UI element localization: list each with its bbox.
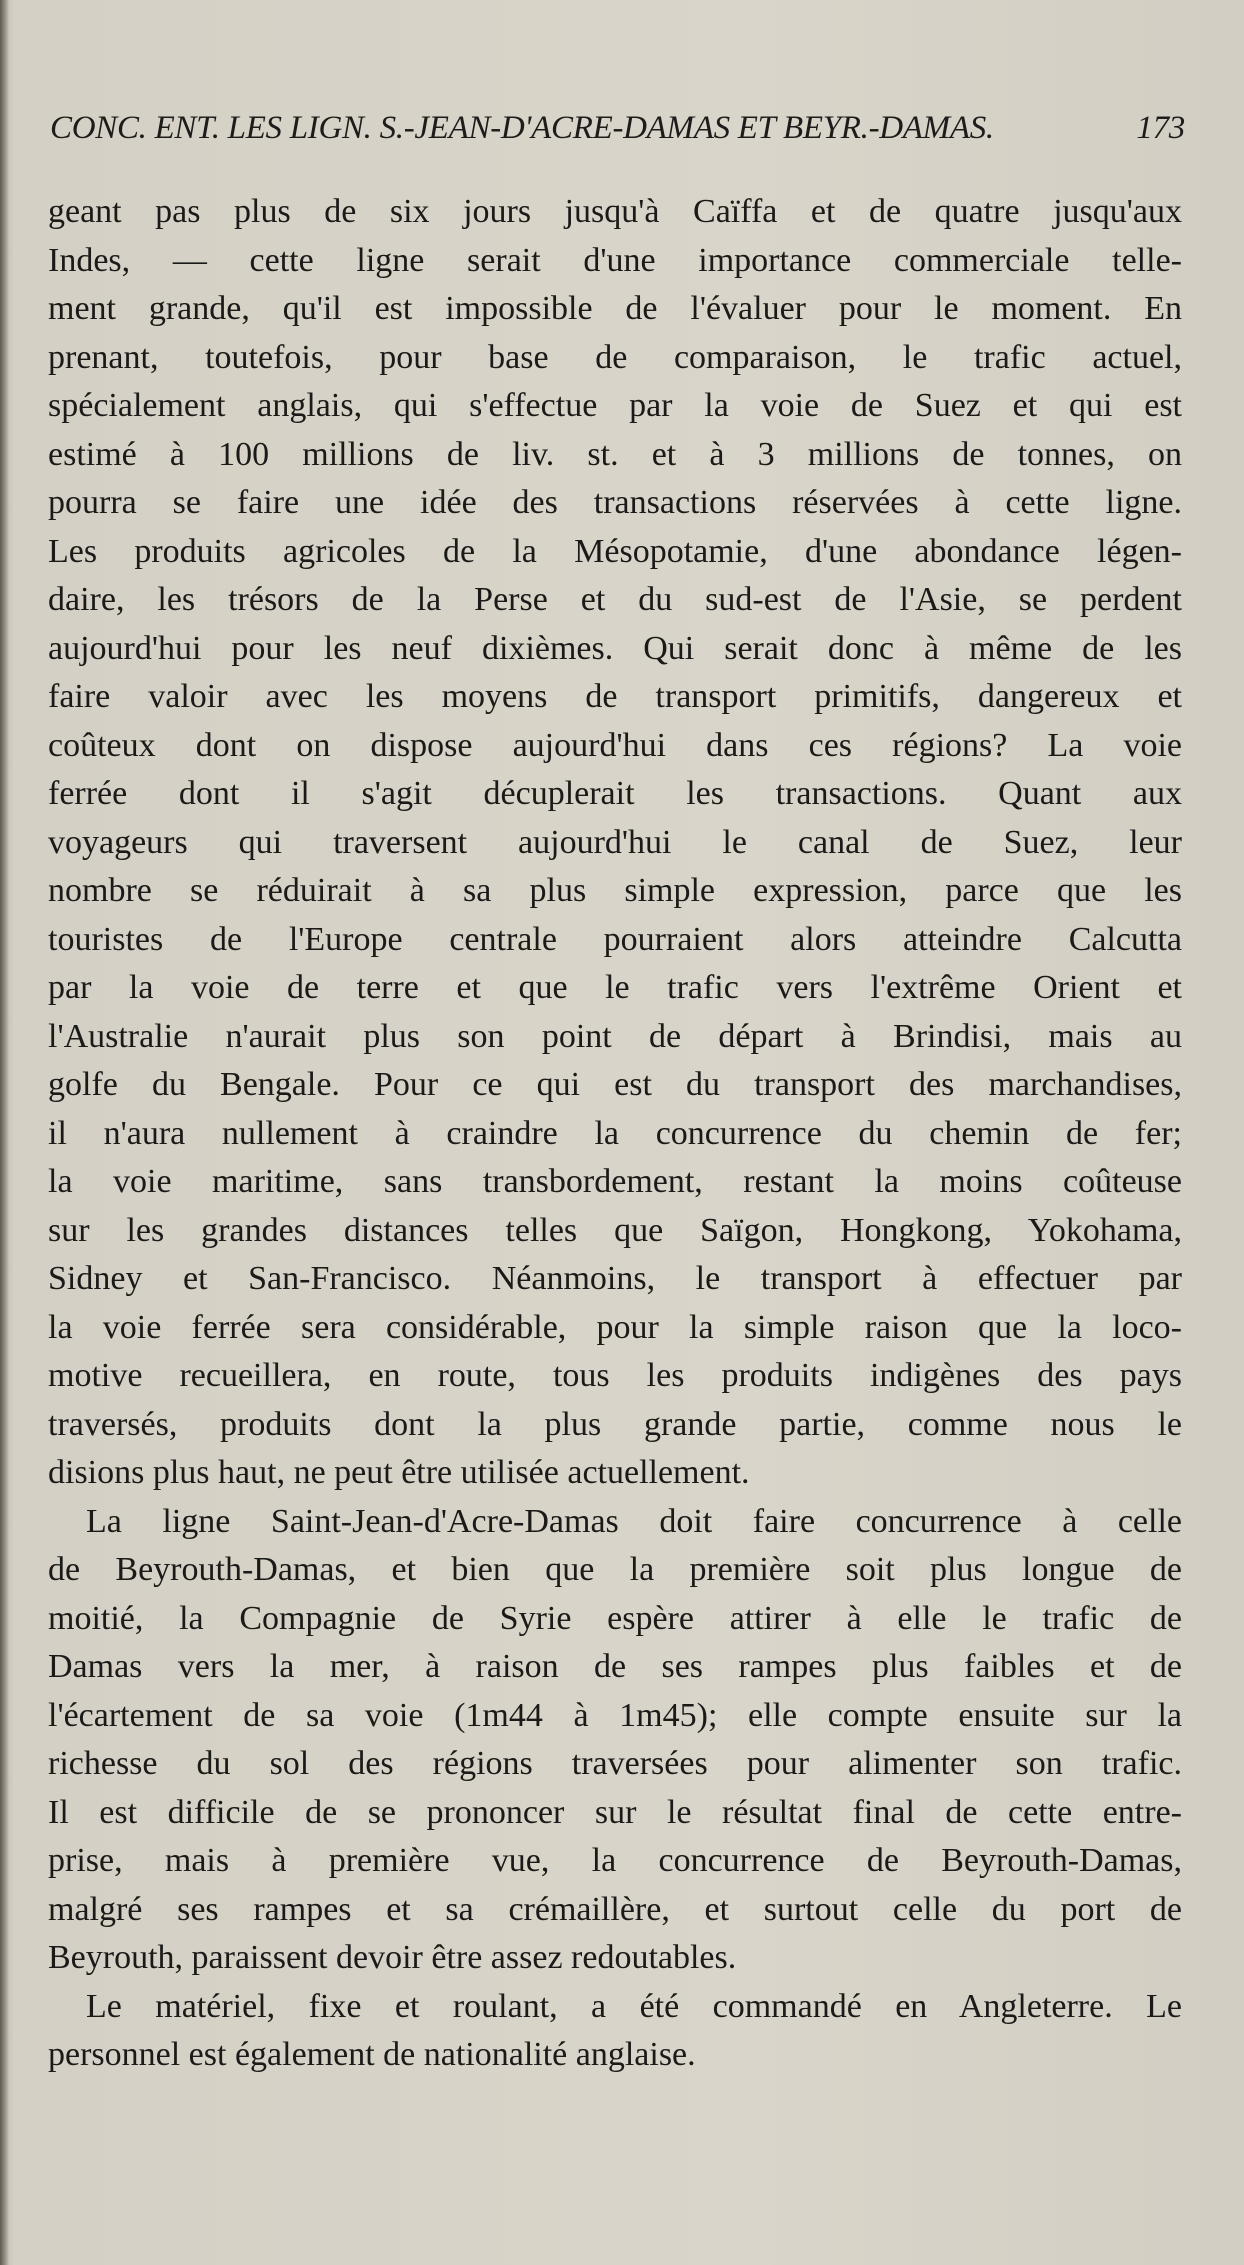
paragraph — [48, 188, 1182, 1498]
text-line: Sidney et San-Francisco. Néanmoins, le transport à effectuer par — [48, 1260, 1182, 1297]
text-line: Beyrouth, paraissent devoir être assez redoutables. — [48, 1939, 737, 1976]
text-line: ferrée dont il s'agit décuplerait les transactions. Quant aux — [48, 775, 1182, 812]
text-line: richesse du sol des régions traversées pour alimenter son trafic. — [48, 1745, 1182, 1782]
text-line: personnel est également de nationalité anglaise. — [48, 2036, 696, 2073]
text-line: Indes, — cette ligne serait d'une importance commerciale telle- — [48, 241, 1182, 279]
text-line: l'écartement de sa voie (1m44 à 1m45); elle compte ensuite sur la — [48, 1696, 1182, 1734]
page-number: 173 — [1136, 110, 1185, 146]
running-header-title: CONC. ENT. LES LIGN. S.-JEAN-D'ACRE-DAMAS ET BEYR.-DAMAS. — [50, 110, 994, 146]
text-line: de Beyrouth-Damas, et bien que la première soit plus longue de — [48, 1551, 1182, 1588]
text-line: Le matériel, fixe et roulant, a été commandé en Angleterre. Le — [86, 1987, 1182, 2025]
text-line: motive recueillera, en route, tous les produits indigènes des pays — [48, 1357, 1182, 1394]
text-line: prenant, toutefois, pour base de comparaison, le trafic actuel, — [48, 338, 1182, 376]
text-line: par la voie de terre et que le trafic vers l'extrême Orient et — [48, 969, 1182, 1006]
text-line: l'Australie n'aurait plus son point de départ à Brindisi, mais au — [48, 1017, 1182, 1055]
text-line: moitié, la Compagnie de Syrie espère attirer à elle le trafic de — [48, 1599, 1182, 1637]
text-line: spécialement anglais, qui s'effectue par la voie de Suez et qui est — [48, 387, 1182, 424]
body-text — [48, 188, 1182, 2080]
paragraph — [48, 1983, 1182, 2080]
text-line: voyageurs qui traversent aujourd'hui le canal de Suez, leur — [48, 823, 1182, 861]
text-line: Il est difficile de se prononcer sur le résultat final de cette entre- — [48, 1793, 1182, 1831]
text-line: faire valoir avec les moyens de transport primitifs, dangereux et — [48, 678, 1182, 715]
text-line: pourra se faire une idée des transactions réservées à cette ligne. — [48, 484, 1182, 521]
text-line: sur les grandes distances telles que Saïgon, Hongkong, Yokohama, — [48, 1211, 1182, 1249]
text-line: geant pas plus de six jours jusqu'à Caïffa et de quatre jusqu'aux — [48, 193, 1182, 230]
text-line: la voie maritime, sans transbordement, restant la moins coûteuse — [48, 1163, 1182, 1200]
text-line: coûteux dont on dispose aujourd'hui dans ces régions? La voie — [48, 726, 1182, 764]
text-line: prise, mais à première vue, la concurrence de Beyrouth-Damas, — [48, 1842, 1182, 1879]
text-line: ment grande, qu'il est impossible de l'évaluer pour le moment. En — [48, 290, 1182, 327]
text-line: nombre se réduirait à sa plus simple expression, parce que les — [48, 872, 1182, 909]
text-line: daire, les trésors de la Perse et du sud-est de l'Asie, se perdent — [48, 581, 1182, 618]
text-line: malgré ses rampes et sa crémaillère, et surtout celle du port de — [48, 1890, 1182, 1928]
text-line: golfe du Bengale. Pour ce qui est du transport des marchandises, — [48, 1066, 1182, 1103]
text-line: disions plus haut, ne peut être utilisée actuellement. — [48, 1454, 750, 1491]
page-binding-edge — [0, 0, 9, 2265]
text-line: aujourd'hui pour les neuf dixièmes. Qui serait donc à même de les — [48, 629, 1182, 667]
text-line: touristes de l'Europe centrale pourraient alors atteindre Calcutta — [48, 920, 1182, 958]
text-line: il n'aura nullement à craindre la concurrence du chemin de fer; — [48, 1114, 1182, 1152]
text-line: Damas vers la mer, à raison de ses rampes plus faibles et de — [48, 1648, 1182, 1685]
text-line: Les produits agricoles de la Mésopotamie, d'une abondance légen- — [48, 532, 1182, 570]
text-line: estimé à 100 millions de liv. st. et à 3 millions de tonnes, on — [48, 435, 1182, 473]
paragraph — [48, 1498, 1182, 1983]
text-line: traversés, produits dont la plus grande partie, comme nous le — [48, 1405, 1182, 1443]
text-line: la voie ferrée sera considérable, pour la simple raison que la loco- — [48, 1308, 1182, 1346]
text-line: La ligne Saint-Jean-d'Acre-Damas doit faire concurrence à celle — [86, 1502, 1182, 1540]
